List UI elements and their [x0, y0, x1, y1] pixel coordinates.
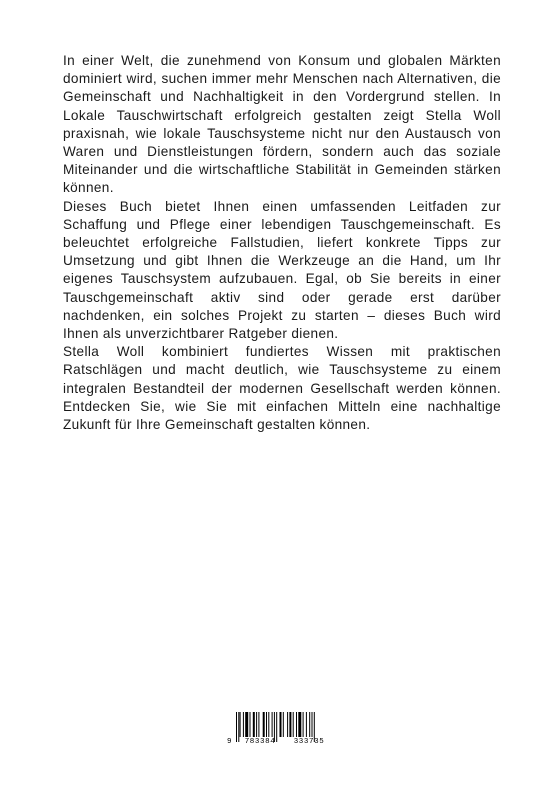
barcode-digits-right: 333735 [293, 738, 325, 746]
blurb-paragraph-3: Stella Woll kombiniert fundiertes Wissen mit praktischen Ratschlägen und macht deutlich, wie Tauschsysteme zu einem integralen Bestandteil der modernen Gesellschaft werden können. Entdecken Sie, wie Sie mit einfachen Mitteln eine nachhaltige Zukunft für Ihre Gemeinschaft gestalten können. [63, 344, 501, 433]
blurb-paragraph-2: Dieses Buch bietet Ihnen einen umfassenden Leitfaden zur Schaffung und Pflege einer lebendigen Tauschgemeinschaft. Es beleuchtet erfolgreiche Fallstudien, liefert konkrete Tipps zur Umsetzung und gibt Ihnen die Werkzeuge an die Hand, um Ihr eigenes Tauschsystem aufzubauen. Egal, ob Sie bereits in einer Tauschgemeinschaft aktiv sind oder gerade erst darüber nachdenken, ein solches Projekt zu starten – dieses Buch wird Ihnen als unverzichtbarer Ratgeber dienen. [63, 198, 501, 342]
barcode-digits-left: 783384 [244, 738, 276, 746]
blurb-text [63, 52, 501, 434]
isbn-barcode [227, 712, 337, 748]
blurb-paragraph-1: In einer Welt, die zunehmend von Konsum und globalen Märkten dominiert wird, suchen immer mehr Menschen nach Alternativen, die Gemeinschaft und Nachhaltigkeit in den Vordergrund stellen. In Lokale Tauschwirtschaft erfolgreich gestalten zeigt Stella Woll praxisnah, wie lokale Tauschsysteme nicht nur den Austausch von Waren und Dienstleistungen fördern, sondern auch das soziale Miteinander und die wirtschaftliche Stabilität in Gemeinden stärken können. [63, 53, 501, 196]
barcode-first-digit: 9 [227, 738, 232, 746]
